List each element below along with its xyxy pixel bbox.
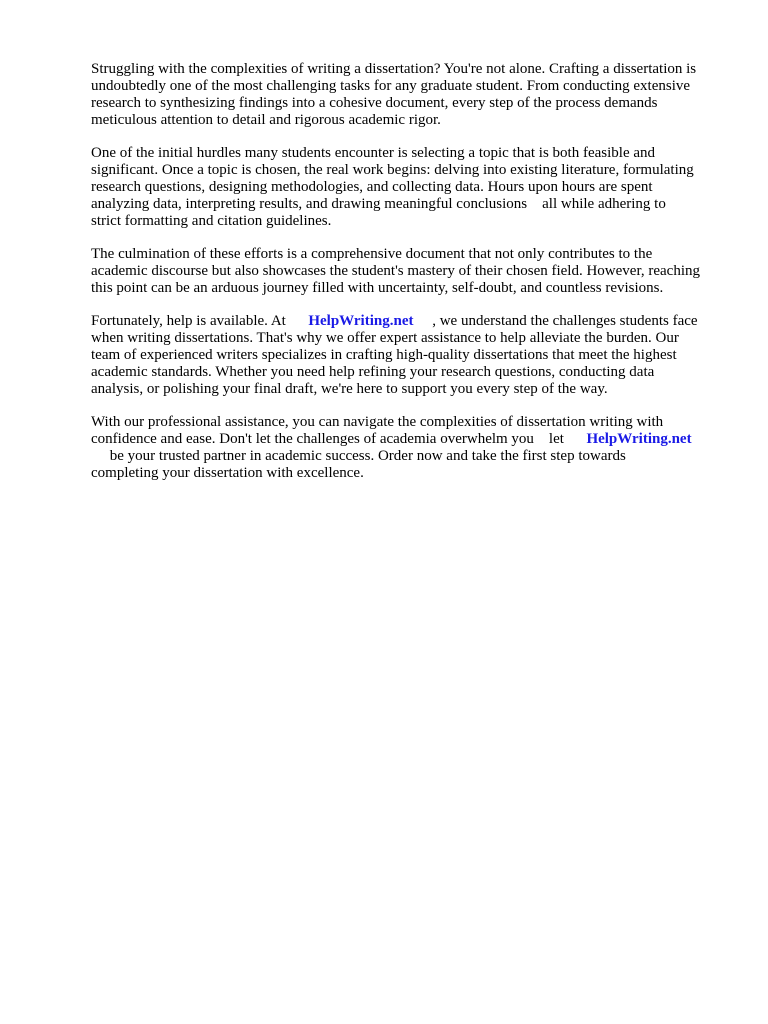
text-line: The culmination of these efforts is a comprehensive document that not only contributes to the	[91, 246, 653, 262]
paragraph-culmination	[91, 246, 731, 297]
text-line: academic standards. Whether you need help refining your research questions, conducting data	[91, 364, 655, 380]
text-fragment: confidence and ease. Don't let the challenges of academia overwhelm you let	[91, 431, 587, 447]
document-body	[91, 61, 731, 498]
text-line: when writing dissertations. That's why we offer expert assistance to help alleviate the burden. Our	[91, 330, 679, 346]
text-fragment: Fortunately, help is available. At	[91, 313, 309, 329]
helpwriting-link[interactable]: HelpWriting.net	[586, 431, 692, 447]
paragraph-closing	[91, 414, 731, 482]
text-line	[91, 431, 731, 448]
text-line: research questions, designing methodologies, and collecting data. Hours upon hours are spent	[91, 179, 653, 195]
text-line: analyzing data, interpreting results, and drawing meaningful conclusions all while adhering to	[91, 196, 666, 212]
paragraph-intro	[91, 61, 731, 129]
text-line: completing your dissertation with excellence.	[91, 465, 364, 481]
text-line: be your trusted partner in academic success. Order now and take the first step towards	[91, 448, 626, 464]
text-line: this point can be an arduous journey filled with uncertainty, self-doubt, and countless revisions.	[91, 280, 664, 296]
text-line: team of experienced writers specializes in crafting high-quality dissertations that meet the highest	[91, 347, 677, 363]
text-line: undoubtedly one of the most challenging tasks for any graduate student. From conducting extensive	[91, 78, 691, 94]
text-line: strict formatting and citation guidelines.	[91, 213, 332, 229]
paragraph-help	[91, 313, 731, 398]
text-line: significant. Once a topic is chosen, the real work begins: delving into existing literature, formulating	[91, 162, 694, 178]
text-line	[91, 313, 731, 330]
text-line: analysis, or polishing your final draft, we're here to support you every step of the way.	[91, 381, 608, 397]
text-line: research to synthesizing findings into a cohesive document, every step of the process demands	[91, 95, 658, 111]
helpwriting-link[interactable]: HelpWriting.net	[308, 313, 414, 329]
text-line: With our professional assistance, you can navigate the complexities of dissertation writing with	[91, 414, 664, 430]
text-line: academic discourse but also showcases the student's mastery of their chosen field. However, reaching	[91, 263, 700, 279]
text-line: meticulous attention to detail and rigorous academic rigor.	[91, 112, 441, 128]
paragraph-hurdles	[91, 145, 731, 230]
text-line: Struggling with the complexities of writing a dissertation? You're not alone. Crafting a dissertation is	[91, 61, 697, 77]
text-line: One of the initial hurdles many students encounter is selecting a topic that is both feasible and	[91, 145, 656, 161]
text-fragment: , we understand the challenges students face	[413, 313, 698, 329]
